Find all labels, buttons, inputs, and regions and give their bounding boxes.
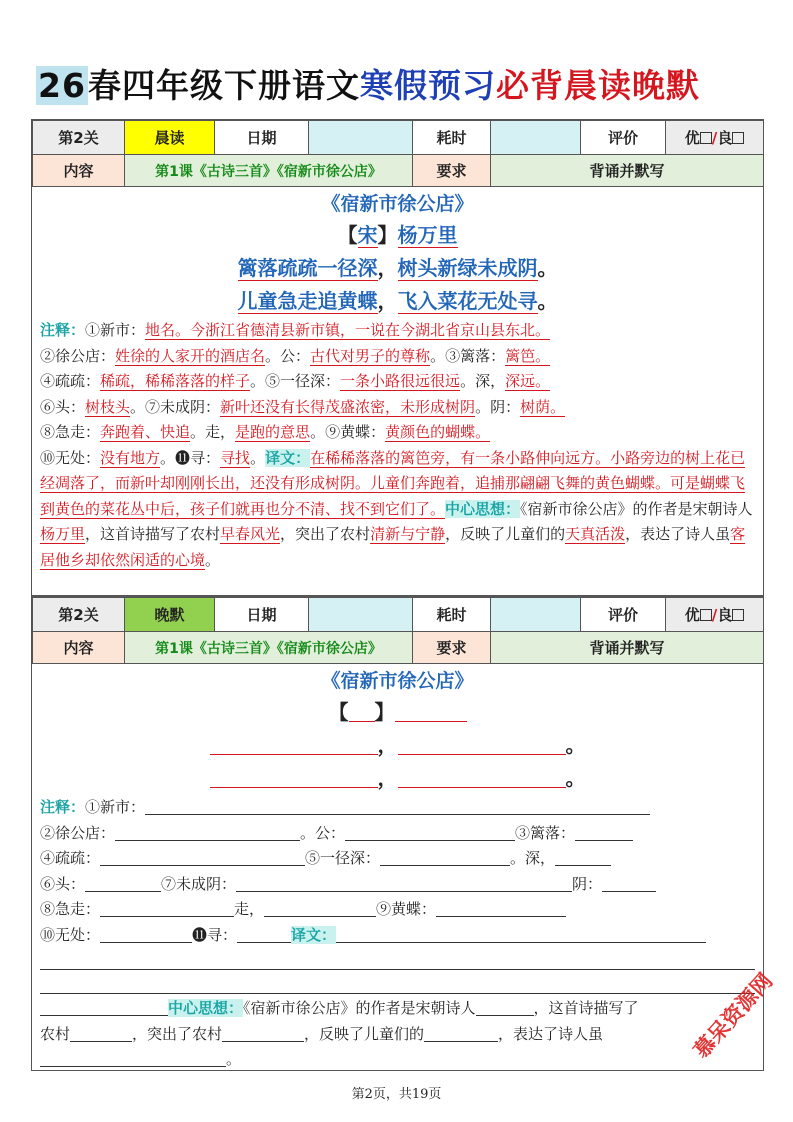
note-line: 注释：①新市：地名。今浙江省德清县新市镇，一说在今湖北省京山县东北。	[40, 321, 551, 339]
line-blank[interactable]	[210, 770, 378, 788]
note-line: 中心思想：《宿新市徐公店》的作者是宋朝诗人 ，这首诗描写了	[40, 996, 755, 1022]
line-blank[interactable]	[398, 737, 566, 755]
date-field[interactable]	[309, 598, 413, 632]
note-line: ⑧急走： 走， ⑨黄蝶：	[40, 897, 755, 923]
checkbox-ok[interactable]	[732, 609, 744, 621]
translation-blank[interactable]	[336, 925, 706, 943]
time-field[interactable]	[491, 121, 581, 155]
date-label: 日期	[215, 121, 309, 155]
poem-line-1: 篱落疏疏一径深，树头新绿未成阴。	[237, 256, 558, 280]
translation-blank-line[interactable]	[40, 970, 755, 994]
watermark: 慕呆资源网	[689, 968, 778, 1063]
answer-blank[interactable]	[237, 925, 291, 943]
answer-blank[interactable]	[100, 925, 192, 943]
translation-text: 在稀稀落落的篱笆旁，有一条小路伸向远方。小路旁边的树上花已经凋落了，而新叶却刚刚长出，还没有形成树阴。儿童们奔跑着，追捕那翩翩飞舞的黄色蝴蝶。可是蝴蝶飞到黄色的菜花丛中后，孩子们就再也分不清、找不到它们了。	[40, 448, 746, 518]
content-value: 第1课《古诗三首》《宿新市徐公店》	[125, 155, 413, 187]
req-label: 要求	[413, 632, 491, 664]
req-value: 背诵并默写	[491, 632, 764, 664]
answer-blank[interactable]	[85, 874, 161, 892]
note-line: ⑥头：树枝头。⑦未成阴：新叶还没有长得茂盛浓密，未形成树阴。阴：树荫。	[40, 397, 566, 416]
note-line: ②徐公店： 。公： ③篱落：	[40, 821, 755, 847]
note-line: 农村 ，突出了农村 ，反映了儿童们的 ，表达了诗人虽	[40, 1024, 604, 1043]
translation-and-summary: ⑩无处：没有地方。⓫寻：寻找。译文：在稀稀落落的篱笆旁，有一条小路伸向远方。小路旁边的树上花已经凋落了，而新叶却刚刚长出，还没有形成树阴。儿童们奔跑着，追捕那翩翩飞舞的黄色蝴蝶。可是蝴蝶飞到黄色的菜花丛中后，孩子们就再也分不清、找不到它们了。中心思想：《宿新市徐公店》的作者是宋朝诗人杨万里，这首诗描写了农村早春风光，突出了农村清新与宁静，反映了儿童们的天真活泼，表达了诗人虽客居他乡却依然闲适的心境。	[40, 448, 753, 569]
time-field[interactable]	[491, 598, 581, 632]
poem-line-1-blank: ， 。	[32, 729, 763, 762]
answer-blank[interactable]	[575, 823, 633, 841]
eval-label: 评价	[581, 121, 666, 155]
level-label: 第2关	[33, 598, 125, 632]
answer-blank[interactable]	[380, 848, 510, 866]
poem-block-blank	[32, 666, 763, 795]
poem-line-2-blank: ， 。	[32, 762, 763, 795]
content-label: 内容	[33, 632, 125, 664]
answer-blank[interactable]	[476, 998, 534, 1016]
eval-label: 评价	[581, 598, 666, 632]
note-line: ⑩无处： ⓫寻： 译文：	[40, 923, 755, 949]
poem-author-blank: 【 】	[32, 696, 763, 729]
note-line: ④疏疏：稀疏，稀稀落落的样子。⑤一径深：一条小路很远很远。深，深远。	[40, 372, 551, 390]
annotations	[32, 318, 763, 573]
level-label: 第2关	[33, 121, 125, 155]
checkbox-good[interactable]	[700, 132, 712, 144]
mode-label: 晨读	[125, 121, 215, 155]
note-line: ⑥头： ⑦未成阴： 阴：	[40, 872, 755, 898]
poem-block	[32, 189, 763, 318]
poem-author: 【宋】杨万里	[337, 223, 458, 247]
note-line: 注释：①新市：	[40, 795, 755, 821]
answer-blank[interactable]	[424, 1024, 498, 1042]
page-title: 26春四年级下册语文寒假预习必背晨读晚默	[38, 66, 700, 105]
evening-header-table	[32, 597, 764, 664]
answer-blank[interactable]	[264, 899, 376, 917]
checkbox-good[interactable]	[700, 609, 712, 621]
answer-blank[interactable]	[100, 848, 305, 866]
answer-blank[interactable]	[236, 874, 572, 892]
translation-blank-line[interactable]	[40, 946, 755, 970]
time-label: 耗时	[413, 598, 491, 632]
eval-options: 优 /良	[666, 598, 764, 632]
answer-blank[interactable]	[436, 899, 566, 917]
content-label: 内容	[33, 155, 125, 187]
answer-blank[interactable]	[100, 899, 234, 917]
answer-blank[interactable]	[602, 874, 656, 892]
req-value: 背诵并默写	[491, 155, 764, 187]
evening-dictation-section	[31, 596, 764, 1071]
req-label: 要求	[413, 155, 491, 187]
morning-reading-section	[31, 119, 764, 596]
annotations-blank	[32, 795, 763, 948]
note-line: ②徐公店：姓徐的人家开的酒店名。公：古代对男子的尊称。③篱落：篱笆。	[40, 346, 551, 365]
poet-blank[interactable]	[395, 704, 467, 722]
answer-blank[interactable]	[345, 823, 515, 841]
date-field[interactable]	[309, 121, 413, 155]
poem-line-2: 儿童急走追黄蝶，飞入菜花无处寻。	[237, 289, 558, 313]
note-line: 。	[40, 1047, 755, 1073]
page-footer: 第2页，共19页	[351, 1087, 442, 1102]
note-line: ⑧急走：奔跑着、快追。走，是跑的意思。⑨黄蝶：黄颜色的蝴蝶。	[40, 423, 491, 441]
date-label: 日期	[215, 598, 309, 632]
answer-blank[interactable]	[222, 1024, 304, 1042]
time-label: 耗时	[413, 121, 491, 155]
answer-blank[interactable]	[115, 823, 300, 841]
poem-title: 《宿新市徐公店》	[321, 193, 474, 215]
summary-blank	[32, 996, 763, 1073]
answer-blank[interactable]	[40, 1049, 226, 1067]
morning-header-table	[32, 120, 764, 187]
checkbox-ok[interactable]	[732, 132, 744, 144]
line-blank[interactable]	[398, 770, 566, 788]
line-blank[interactable]	[210, 737, 378, 755]
translation-blank[interactable]	[40, 998, 168, 1016]
mode-label: 晚默	[125, 598, 215, 632]
poem-title: 《宿新市徐公店》	[321, 670, 474, 692]
dynasty-blank[interactable]	[349, 704, 375, 722]
answer-blank[interactable]	[145, 797, 650, 815]
note-line: ④疏疏： ⑤一径深： 。深，	[40, 846, 755, 872]
answer-blank[interactable]	[70, 1024, 132, 1042]
eval-options: 优 /良	[666, 121, 764, 155]
content-value: 第1课《古诗三首》《宿新市徐公店》	[125, 632, 413, 664]
answer-blank[interactable]	[555, 848, 611, 866]
